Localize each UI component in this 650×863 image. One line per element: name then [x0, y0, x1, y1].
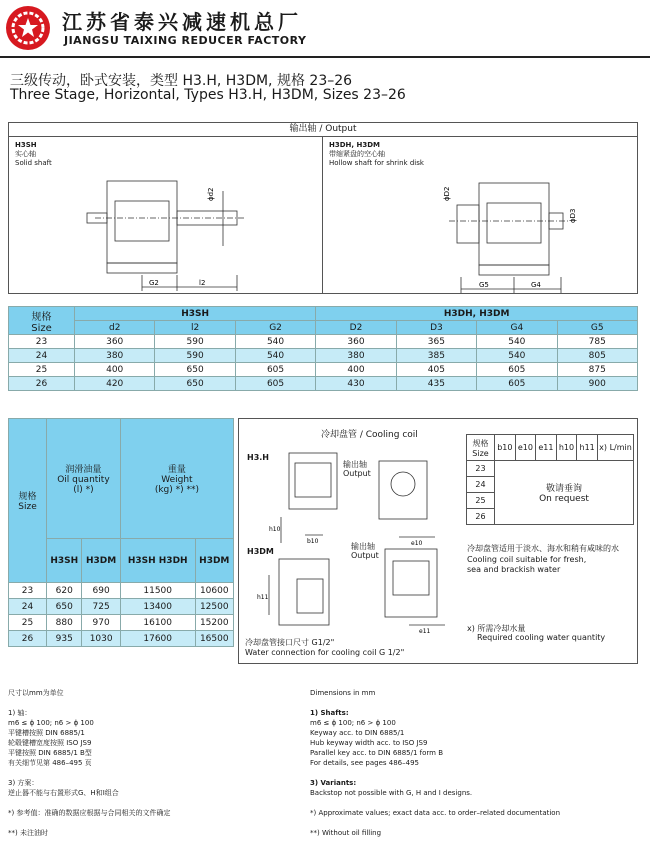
coil-size-header: 规格 Size	[467, 435, 495, 461]
g2-label: G2	[149, 279, 159, 287]
size-header: 规格 Size	[9, 307, 75, 335]
hollow-shaft-drawing	[329, 171, 629, 301]
note-x-en: Required cooling water quantity	[477, 633, 606, 642]
table-row: 25 880 970 16100 15200	[9, 615, 234, 631]
col-oil-h3sh: H3SH	[47, 539, 82, 583]
g5-label: G5	[479, 281, 489, 289]
e10-label: e10	[411, 540, 423, 547]
col-G5: G5	[557, 321, 637, 335]
company-logo	[6, 6, 50, 50]
table-row: 24 380 590 540 380 385 540 805	[9, 349, 638, 363]
page-title-en: Three Stage, Horizontal, Types H3.H, H3DM, Sizes 23–26	[10, 87, 406, 103]
col-G4: G4	[477, 321, 557, 335]
h10-label: h10	[269, 526, 281, 533]
table-row: 26 420 650 605 430 435 605 900	[9, 377, 638, 391]
h3sh-group-header: H3SH	[75, 307, 316, 321]
col-weight-h3dm: H3DM	[195, 539, 233, 583]
solid-shaft-code: H3SH	[15, 141, 37, 149]
b10-label: b10	[307, 538, 319, 545]
dims-cn: 尺寸以mm为单位	[8, 689, 64, 697]
on-request-cell: 敬请垂询 On request	[495, 461, 634, 525]
coil-col-h10: h10	[556, 435, 577, 461]
coil-desc-en-1: Cooling coil suitable for fresh,	[467, 555, 587, 564]
h3h-label: H3.H	[247, 453, 269, 462]
shaft-line-cn: 有关细节见第 486–495 页	[8, 759, 92, 767]
coil-desc-en-2: sea and brackish water	[467, 565, 561, 574]
table-row: 23 敬请垂询 On request	[467, 461, 634, 477]
approx-note-en: *) Approximate values; exact data acc. to order–related documentation	[310, 809, 561, 817]
coil-col-e11: e11	[536, 435, 556, 461]
no-oil-note-en: **) Without oil filling	[310, 829, 382, 837]
shaft-line-en: For details, see pages 486–495	[310, 759, 419, 767]
solid-shaft-pane	[9, 137, 323, 293]
shaft-line-en: Hub keyway width acc. to ISO JS9	[310, 739, 428, 747]
coil-col-lmin: x) L/min	[598, 435, 634, 461]
h3dm-label: H3DM	[247, 547, 274, 556]
hollow-shaft-code: H3DH, H3DM	[329, 141, 380, 149]
table-row: 26 935 1030 17600 16500	[9, 631, 234, 647]
oil-size-header: 规格 Size	[9, 419, 47, 583]
col-G2: G2	[235, 321, 315, 335]
shaft-line-cn: 轮毂键槽宽度按照 ISO JS9	[8, 739, 92, 747]
hollow-shaft-cn: 带缩紧盘的空心轴	[329, 150, 385, 158]
shaft-line-en: Parallel key acc. to DIN 6885/1 form B	[310, 749, 444, 757]
table-row: 25 400 650 605 400 405 605 875	[9, 363, 638, 377]
company-name-cn: 江苏省泰兴减速机总厂	[62, 10, 302, 34]
table-row: 24	[467, 477, 634, 493]
shaft-line-en: m6 ≤ ϕ 100; n6 > ϕ 100	[310, 719, 396, 727]
D2-label: ϕD2	[443, 186, 451, 201]
note-x-cn: x) 所需冷却水量	[467, 624, 526, 633]
output-drawings-panel	[8, 122, 638, 294]
dims-en: Dimensions in mm	[310, 689, 376, 697]
coil-col-b10: b10	[495, 435, 516, 461]
gear-star-logo-icon	[6, 6, 50, 50]
coil-col-e10: e10	[515, 435, 535, 461]
table-row: 25	[467, 493, 634, 509]
variants-line-cn: 逆止器不能与右置形式G、H和I组合	[8, 789, 119, 797]
solid-shaft-cn: 实心轴	[15, 150, 36, 158]
water-connection-en: Water connection for cooling coil G 1/2"	[245, 648, 405, 657]
D3-label: ϕD3	[569, 208, 577, 223]
hollow-shaft-en: Hollow shaft for shrink disk	[329, 159, 424, 167]
e11-label: e11	[419, 628, 431, 635]
output-label-en-2: Output	[351, 551, 379, 560]
col-d2: d2	[75, 321, 155, 335]
table-row: 26	[467, 509, 634, 525]
shafts-title-en: 1) Shafts:	[310, 709, 349, 717]
col-weight-h3sh-h3dh: H3SH H3DH	[120, 539, 195, 583]
table-row: 23 360 590 540 360 365 540 785	[9, 335, 638, 349]
approx-note-cn: *) 参考值：准确的数据应根据与合同相关的文件确定	[8, 809, 171, 817]
notes-cn	[8, 688, 308, 838]
l2-label: l2	[199, 279, 206, 287]
shafts-title-cn: 1) 轴：	[8, 709, 32, 717]
variants-title-en: 3) Variants:	[310, 779, 357, 787]
solid-shaft-drawing	[15, 171, 315, 301]
output-label-cn-1: 输出轴	[343, 460, 367, 469]
water-connection-cn: 冷却盘管接口尺寸 G1/2"	[245, 638, 335, 647]
oil-weight-table	[8, 418, 234, 647]
cooling-coil-title: 冷却盘管 / Cooling coil	[321, 430, 418, 440]
header-divider	[0, 56, 650, 58]
notes-en	[310, 688, 640, 838]
shaft-line-cn: 平键槽按照 DIN 6885/1	[8, 729, 85, 737]
hollow-shaft-pane	[323, 137, 637, 293]
coil-col-h11: h11	[577, 435, 598, 461]
shaft-dimension-table	[8, 306, 638, 391]
h3dh-group-header: H3DH, H3DM	[316, 307, 638, 321]
page-title-cn: 三级传动，卧式安装，类型 H3.H, H3DM, 规格 23–26	[10, 73, 353, 89]
table-row: 24 650 725 13400 12500	[9, 599, 234, 615]
coil-desc-cn: 冷却盘管适用于淡水、海水和稍有咸味的水	[467, 544, 619, 553]
col-D2: D2	[316, 321, 396, 335]
weight-header: 重量 Weight (kg) *) **)	[120, 419, 233, 539]
company-name-en: JIANGSU TAIXING REDUCER FACTORY	[64, 34, 307, 47]
output-header: 输出轴 / Output	[9, 123, 637, 137]
h11-label: h11	[257, 594, 269, 601]
cooling-coil-drawings	[239, 439, 465, 635]
shaft-line-en: Keyway acc. to DIN 6885/1	[310, 729, 405, 737]
solid-shaft-en: Solid shaft	[15, 159, 52, 167]
output-label-en-1: Output	[343, 469, 371, 478]
col-D3: D3	[396, 321, 476, 335]
g4-label: G4	[531, 281, 541, 289]
col-oil-h3dm: H3DM	[82, 539, 120, 583]
col-l2: l2	[155, 321, 235, 335]
output-label-cn-2: 输出轴	[351, 542, 375, 551]
no-oil-note-cn: **) 未注油时	[8, 829, 48, 837]
shaft-line-cn: m6 ≤ ϕ 100; n6 > ϕ 100	[8, 719, 94, 727]
table-row: 23 620 690 11500 10600	[9, 583, 234, 599]
variants-title-cn: 3) 方案：	[8, 779, 39, 787]
d2-label: ϕd2	[207, 187, 215, 201]
cooling-coil-table	[466, 434, 634, 525]
oil-quantity-header: 润滑油量 Oil quantity (l) *)	[47, 419, 121, 539]
shaft-line-cn: 平键按照 DIN 6885/1 B型	[8, 749, 92, 757]
variants-line-en: Backstop not possible with G, H and I designs.	[310, 789, 473, 797]
